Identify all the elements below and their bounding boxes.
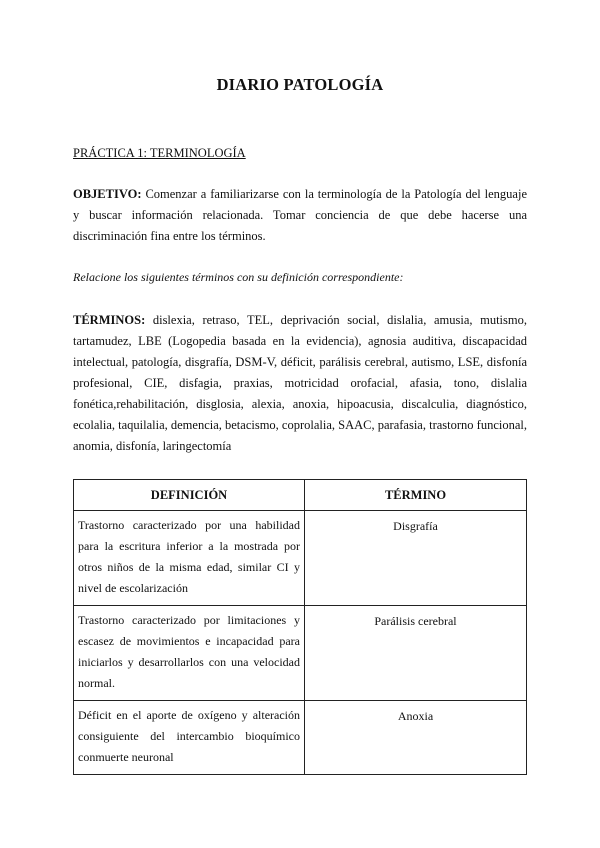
objective-text: Comenzar a familiarizarse con la terminología de la Patología del lenguaje y buscar información relacionada. Tomar conciencia de que debe hacerse una discriminación fina entre los términos. [73, 187, 527, 243]
table-header-row [74, 480, 527, 511]
terms-label: TÉRMINOS: [73, 313, 146, 327]
terms-paragraph [73, 310, 527, 457]
definition-cell: Trastorno caracterizado por una habilidad para la escritura inferior a la mostrada por otros niños de la misma edad, similar CI y nivel de escolarización [74, 511, 305, 606]
instruction-text: Relacione los siguientes términos con su definición correspondiente: [73, 270, 404, 284]
page-title: DIARIO PATOLOGÍA [216, 75, 384, 94]
table-row [74, 606, 527, 701]
term-cell: Parálisis cerebral [305, 606, 527, 701]
terms-text: dislexia, retraso, TEL, deprivación social, dislalia, amusia, mutismo, tartamudez, LBE (Logopedia basada en la evidencia), agnosia auditiva, discapacidad intelectual, patología, disgrafía, DSM-V, déficit, parálisis cerebral, autismo, LSE, disfonía profesional, CIE, disfagia, praxias, motricidad orofacial, afasia, tono, dislalia fonética,rehabilitación, disglosia, alexia, anoxia, hipoacusia, discalculia, diagnóstico, ecolalia, taquilalia, demencia, betacismo, coprolalia, SAAC, parafasia, trastorno funcional, anomia, disfonía, laringectomía [73, 313, 527, 453]
definition-cell: Déficit en el aporte de oxígeno y alteración consiguiente del intercambio bioquímico conmuerte neuronal [74, 701, 305, 775]
term-cell: Disgrafía [305, 511, 527, 606]
practice-subtitle: PRÁCTICA 1: TERMINOLOGÍA [73, 146, 246, 160]
header-term: TÉRMINO [305, 480, 527, 511]
objective-paragraph [73, 184, 527, 247]
header-definition: DEFINICIÓN [74, 480, 305, 511]
definitions-table [73, 479, 527, 775]
table-row [74, 701, 527, 775]
objective-label: OBJETIVO: [73, 187, 142, 201]
table-row [74, 511, 527, 606]
definition-cell: Trastorno caracterizado por limitaciones y escasez de movimientos e incapacidad para iniciarlos y desarrollarlos con una velocidad normal. [74, 606, 305, 701]
term-cell: Anoxia [305, 701, 527, 775]
